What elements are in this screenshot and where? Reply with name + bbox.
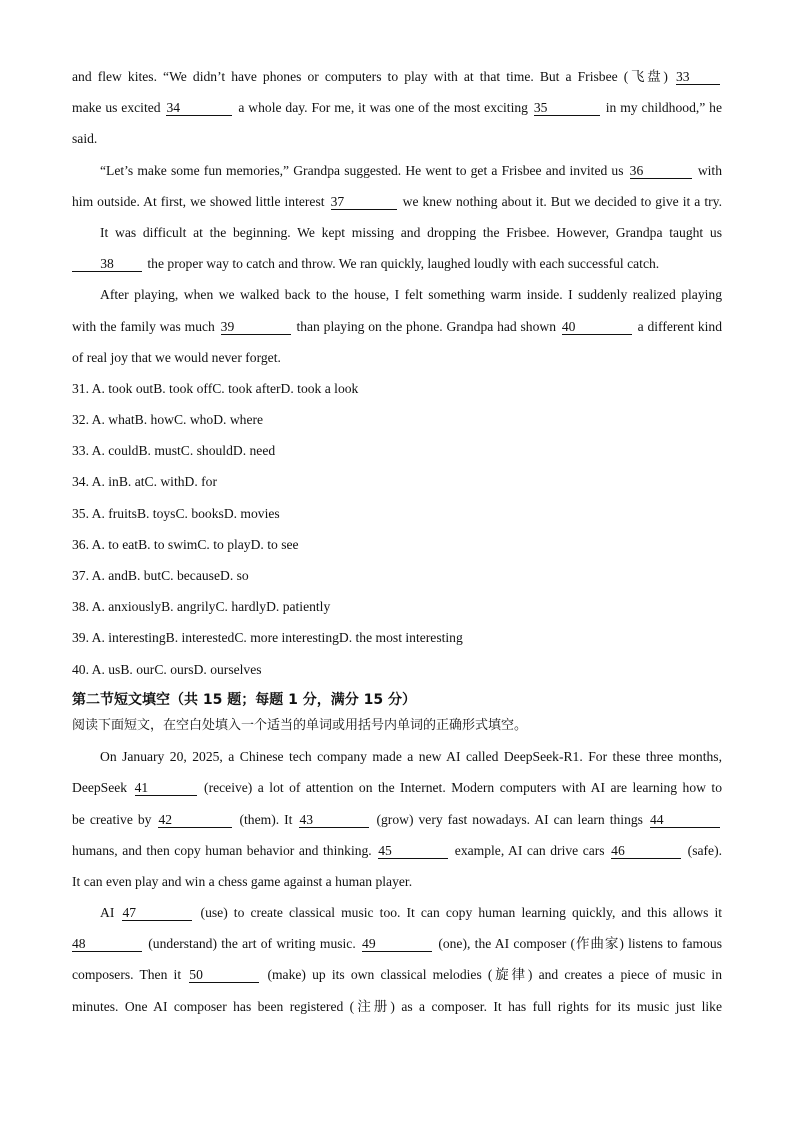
option-line: 38. A. anxiouslyB. angrilyC. hardlyD. patiently [72,599,331,615]
blank-44: 44 [650,812,720,828]
text-segment: with the family was much [72,318,215,334]
passage1-line [72,92,722,123]
text-segment: a whole day. For me, it was one of the most exciting [238,100,528,116]
passage1-line [72,311,722,342]
text-segment: (them). It [239,811,293,827]
text-segment: It was difficult at the beginning. We kept missing and dropping the Frisbee. However, Grandpa taught us [100,224,722,240]
blank-42: 42 [158,812,232,828]
blank-50: 50 [189,967,259,983]
text-segment: “Let’s make some fun memories,” Grandpa suggested. He went to get a Frisbee and invited us [100,162,624,178]
option-line: 37. A. andB. butC. becauseD. so [72,568,249,583]
option-line: 40. A. usB. ourC. oursD. ourselves [72,661,262,677]
option-line: 32. A. whatB. howC. whoD. where [72,412,264,428]
passage1-line [72,123,722,154]
text-segment: On January 20, 2025, a Chinese tech company made a new AI called DeepSeek-R1. For these three months, [100,749,722,765]
document-page [72,61,722,1022]
text-segment: example, AI can drive cars [454,842,605,858]
blank-48: 48 [72,936,142,952]
passage2-line [72,866,722,897]
blank-38: 38 [72,256,142,272]
option-line: 39. A. interestingB. interestedC. more interestingD. the most interesting [72,630,463,646]
text-segment: humans, and then copy human behavior and thinking. [72,842,372,858]
text-segment: a different kind [637,318,722,334]
text-segment: (one), the AI composer (作曲家) listens to famous [438,936,722,952]
blank-49: 49 [362,936,432,952]
passage2-line [72,928,722,959]
text-segment: in my childhood,” he [605,100,722,116]
text-segment: DeepSeek [72,780,128,796]
passage1-line [72,155,722,186]
blank-36: 36 [630,163,692,179]
passage1-line [72,279,722,310]
blank-43: 43 [299,812,369,828]
text-segment: be creative by [72,811,152,827]
blank-34: 34 [166,100,232,116]
text-segment: of real joy that we would never forget. [72,349,281,365]
blank-37: 37 [331,194,397,210]
blank-46: 46 [611,843,681,859]
text-segment: than playing on the phone. Grandpa had shown [296,318,557,334]
text-segment: (receive) a lot of attention on the Internet. Modern computers with AI are learning how to [204,780,722,796]
blank-35: 35 [534,100,600,116]
passage2-line [72,804,722,835]
blank-41: 41 [135,780,197,796]
text-segment: we knew nothing about it. But we decided to give it a try. [402,193,722,209]
text-segment: (understand) the art of writing music. [148,936,356,952]
text-segment: the proper way to catch and throw. We ran quickly, laughed loudly with each successful catch. [147,256,660,272]
option-line: 33. A. couldB. mustC. shouldD. need [72,443,276,459]
text-segment: (make) up its own classical melodies (旋律) and creates a piece of music in [267,967,722,983]
blank-39: 39 [221,319,291,335]
section-heading: 第二节短文填空（共 15 题；每题 1 分，满分 15 分） [72,691,416,708]
text-segment: with [697,162,722,178]
passage1-line [72,186,722,217]
passage1-line [72,248,722,279]
text-segment: AI [100,905,115,921]
text-segment: (safe). [687,842,722,858]
text-segment: It can even play and win a chess game against a human player. [72,873,413,889]
blank-47: 47 [122,905,192,921]
blank-40: 40 [562,319,632,335]
option-line: 35. A. fruitsB. toysC. booksD. movies [72,505,280,521]
passage1-line [72,342,722,373]
text-segment: said. [72,131,98,147]
passage1-line [72,61,722,92]
option-line: 31. A. took outB. took offC. took afterD. took a look [72,380,359,396]
text-segment: (grow) very fast nowadays. AI can learn things [376,811,643,827]
passage2-line [72,772,722,803]
passage2-line [72,835,722,866]
text-segment: composers. Then it [72,967,182,983]
text-segment: make us excited [72,100,161,116]
option-line: 34. A. inB. atC. withD. for [72,474,217,490]
section-instruction: 阅读下面短文，在空白处填入一个适当的单词或用括号内单词的正确形式填空。 [72,717,528,733]
blank-33: 33 [676,69,720,85]
text-segment: minutes. One AI composer has been registered (注册) as a composer. It has full rights for its music just like [72,998,722,1014]
passage2-line [72,959,722,990]
text-segment: (use) to create classical music too. It can copy human learning quickly, and this allows it [200,905,722,921]
passage1-line [72,217,722,248]
passage2-line [72,897,722,928]
passage2-line [72,741,722,772]
text-segment: him outside. At first, we showed little interest [72,193,325,209]
passage2-line [72,991,722,1022]
option-line: 36. A. to eatB. to swimC. to playD. to see [72,536,299,552]
text-segment: and flew kites. “We didn’t have phones or computers to play with at that time. But a Frisbee (飞盘) [72,69,668,84]
blank-45: 45 [378,843,448,859]
text-segment: After playing, when we walked back to the house, I felt something warm inside. I suddenly realized playing [100,287,722,303]
